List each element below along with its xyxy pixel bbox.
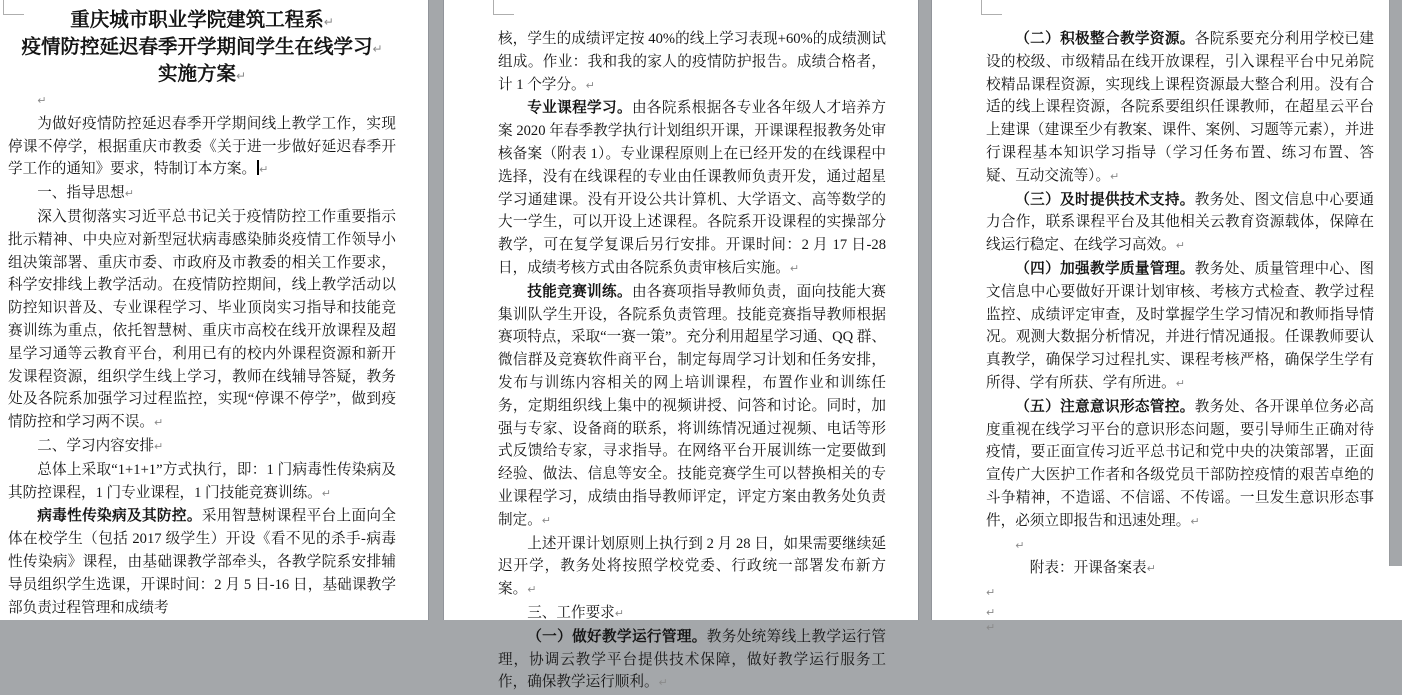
document-title-line[interactable]: 疫情防控延迟春季开学期间学生在线学习↵: [21, 37, 383, 58]
paragraph[interactable]: 深入贯彻落实习近平总书记关于疫情防控工作重要指示批示精神、中央应对新型冠状病毒感染肺炎疫情工作领导小组决策部署、重庆市委、市政府及市教委的相关工作要求，科学安排线上教学活动。在疫情防控期间，线上教学活动以防控知识普及、专业课程学习、毕业顶岗实习指导和技能竞赛训练为重点，依托智慧树、重庆市高校在线开放课程及超星学习通等云教育平台，利用已有的校内外课程资源和新开发课程资源，组织学生线上学习，教师在线辅导答疑，教务处及各院系加强学习过程监控，实现“停课不停学”，做到疫情防控和学习两不误。↵: [8, 208, 396, 431]
paragraph-bold-lead: （四）加强教学质量管理。: [1015, 260, 1195, 277]
paragraph-mark-icon: ↵: [658, 676, 668, 690]
paragraph-mark-icon: ↵: [124, 187, 134, 201]
paragraph-mark-icon: ↵: [37, 94, 47, 107]
paragraph-mark-icon: ↵: [1146, 562, 1156, 576]
document-title-line[interactable]: 实施方案↵: [157, 64, 247, 85]
paragraph-mark-icon: ↵: [1175, 239, 1185, 253]
paragraph-mark-icon: ↵: [372, 42, 383, 56]
empty-paragraph[interactable]: [986, 534, 1374, 558]
document-page-2: [443, 0, 919, 691]
paragraph[interactable]: 总体上采取“1+1+1”方式执行，即：1 门病毒性传染病及其防控课程，1 门专业课程，1 门技能竞赛训练。↵: [8, 461, 396, 501]
text-boundary-crop-mark: [493, 0, 514, 15]
text-boundary-crop-mark: [981, 0, 1002, 15]
paragraph-mark-icon: ↵: [789, 261, 800, 275]
paragraph[interactable]: （四）加强教学质量管理。教务处、质量管理中心、图文信息中心要做好开课计划审核、考核方式检查、教学过程监控、成绩评定审查，及时掌握学生学习情况和教师指导情况。观测大数据分析情况，并进行情况通报。任课教师要认真教学，确保学习过程扎实、课程考核严格，确保学生学有所得、学有所获、学有所进。↵: [986, 260, 1374, 391]
document-title-line[interactable]: 重庆城市职业学院建筑工程系↵: [70, 10, 334, 31]
paragraph-mark-icon: ↵: [153, 439, 164, 453]
document-page-3: [931, 0, 1402, 634]
empty-paragraph[interactable]: [986, 581, 1374, 605]
paragraph-mark-icon: ↵: [153, 416, 164, 430]
empty-paragraph[interactable]: [8, 89, 396, 113]
paragraph[interactable]: 为做好疫情防控延迟春季开学期间线上教学工作，实现停课不停学，根据重庆市教委《关于进一步做好延迟春季开学工作的通知》要求，特制订本方案。 ↵: [8, 115, 396, 178]
paragraph[interactable]: 二、学习内容安排↵: [37, 437, 164, 454]
paragraph-bold-lead: 专业课程学习。: [527, 100, 632, 117]
paragraph-mark-icon: ↵: [614, 606, 624, 620]
paragraph-bold-lead: 技能竞赛训练。: [527, 283, 632, 300]
document-page-1: [0, 0, 429, 620]
paragraph-mark-icon: ↵: [235, 69, 247, 83]
paragraph[interactable]: 三、工作要求↵: [527, 604, 624, 621]
scrollbar-track[interactable]: [1389, 0, 1402, 566]
hidden-format-mark[interactable]: [986, 605, 1374, 620]
paragraph[interactable]: （二）积极整合教学资源。各院系要充分利用学校已建设的校级、市级精品在线开放课程，引入课程平台中兄弟院校精品课程资源，实现线上课程资源最大整合利用。没有合适的线上课程资源，各院系要组织任课教师，在超星云平台上建课（建课至少有教案、课件、案例、习题等元素），并进行课程基本知识学习指导（学习任务布置、练习布置、答疑、互动交流等）。↵: [986, 31, 1374, 184]
page-2-text-area[interactable]: [498, 28, 886, 695]
paragraph-mark-icon: ↵: [323, 15, 334, 29]
hidden-format-mark[interactable]: [986, 620, 1374, 635]
paragraph-bold-lead: （五）注意意识形态管控。: [1015, 398, 1195, 415]
paragraph-mark-icon: ↵: [321, 486, 331, 500]
page-1-text-area[interactable]: [8, 8, 396, 619]
paragraph-bold-lead: （三）及时提供技术支持。: [1015, 191, 1195, 208]
paragraph[interactable]: 上述开课计划原则上执行到 2 月 28 日，如果需要继续延迟开学，教务处将按照学校党委、行政统一部署发布新方案。↵: [498, 535, 886, 598]
paragraph[interactable]: （一）做好教学运行管理。教务处统筹线上教学运行管理，协调云教学平台提供技术保障，做好教学运行服务工作，确保教学运行顺利。↵: [498, 628, 886, 691]
paragraph-bold-lead: （二）积极整合教学资源。: [1015, 31, 1195, 47]
paragraph-bold-lead: 病毒性传染病及其防控。: [37, 508, 202, 525]
paragraph[interactable]: 附表：开课备案表↵: [1029, 560, 1156, 577]
paragraph-mark-icon: ↵: [527, 583, 537, 597]
paragraph-mark-icon: ↵: [986, 586, 996, 600]
paragraph-mark-icon: ↵: [585, 78, 595, 92]
paragraph-mark-icon: ↵: [1015, 538, 1025, 552]
paragraph-mark-icon: ↵: [986, 620, 996, 634]
paragraph-mark-icon: ↵: [1190, 514, 1200, 528]
paragraph[interactable]: 病毒性传染病及其防控。采用智慧树课程平台上面向全体在校学生（包括 2017 级学生）开设《看不见的杀手-病毒性传染病》课程，由基础课教学部牵头，各教学院系安排辅导员组织学生选课，开课时间：2 月 5 日-16 日，基础课教学部负责过程管理和成绩考: [8, 508, 396, 616]
paragraph-mark-icon: ↵: [986, 605, 996, 619]
paragraph-mark-icon: ↵: [541, 513, 552, 527]
paragraph-mark-icon: ↵: [1110, 169, 1120, 183]
paragraph-bold-lead: （一）做好教学运行管理。: [527, 628, 707, 645]
paragraph[interactable]: （五）注意意识形态管控。教务处、各开课单位务必高度重视在线学习平台的意识形态问题，要引导师生正确对待疫情，要正面宣传习近平总书记和党中央的决策部署，正面宣传广大医护工作者和各级党员干部防控疫情的艰苦卓绝的斗争精神，不造谣、不信谣、不传谣。一旦发生意识形态事件，必须立即报告和迅速处理。↵: [986, 398, 1374, 529]
paragraph[interactable]: 核，学生的成绩评定按 40%的线上学习表现+60%的成绩测试组成。作业：我和我的家人的疫情防护报告。成绩合格者，计 1 个学分。↵: [498, 31, 886, 93]
paragraph[interactable]: 一、指导思想↵: [37, 185, 134, 202]
page-3-text-area[interactable]: [986, 28, 1374, 635]
paragraph[interactable]: 专业课程学习。由各院系根据各专业各年级人才培养方案 2020 年春季教学执行计划组织开课，开课课程报教务处审核备案（附表 1）。专业课程原则上在已经开发的在线课程中选择，没有在线课程的专业由任课教师负责开发，通过超星学习通建课。没有开设公共计算机、大学语文、高等数学的大一学生，可以开设上述课程。各院系开设课程的实操部分教学，可在复学复课后另行安排。开课时间：2 月 17 日-28 日，成绩考核方式由各院系负责审核后实施。↵: [498, 100, 886, 276]
paragraph[interactable]: （三）及时提供技术支持。教务处、图文信息中心要通力合作，联系课程平台及其他相关云教育资源载体，保障在线运行稳定、在线学习高效。↵: [986, 191, 1374, 254]
paragraph-mark-icon: ↵: [259, 163, 269, 177]
paragraph[interactable]: 技能竞赛训练。由各赛项指导教师负责，面向技能大赛集训队学生开设，各院系负责管理。技能竞赛指导教师根据赛项特点，采取“一赛一策”。充分利用超星学习通、QQ 群、微信群及竞赛软件商平台，制定每周学习计划和任务安排，发布与训练内容相关的网上培训课程，布置作业和训练任务，定期组织线上集中的视频讲授、问答和讨论。同时，加强与专家、设备商的联系，将训练情况通过视频、电话等形式反馈给专家，寻求指导。在网络平台开展训练一定要做到经验、做法、信息等安全。技能竞赛学生可以替换相关的专业课程学习，成绩由指导教师评定，评定方案由教务处负责制定。↵: [498, 283, 886, 528]
paragraph-mark-icon: ↵: [1175, 376, 1185, 390]
